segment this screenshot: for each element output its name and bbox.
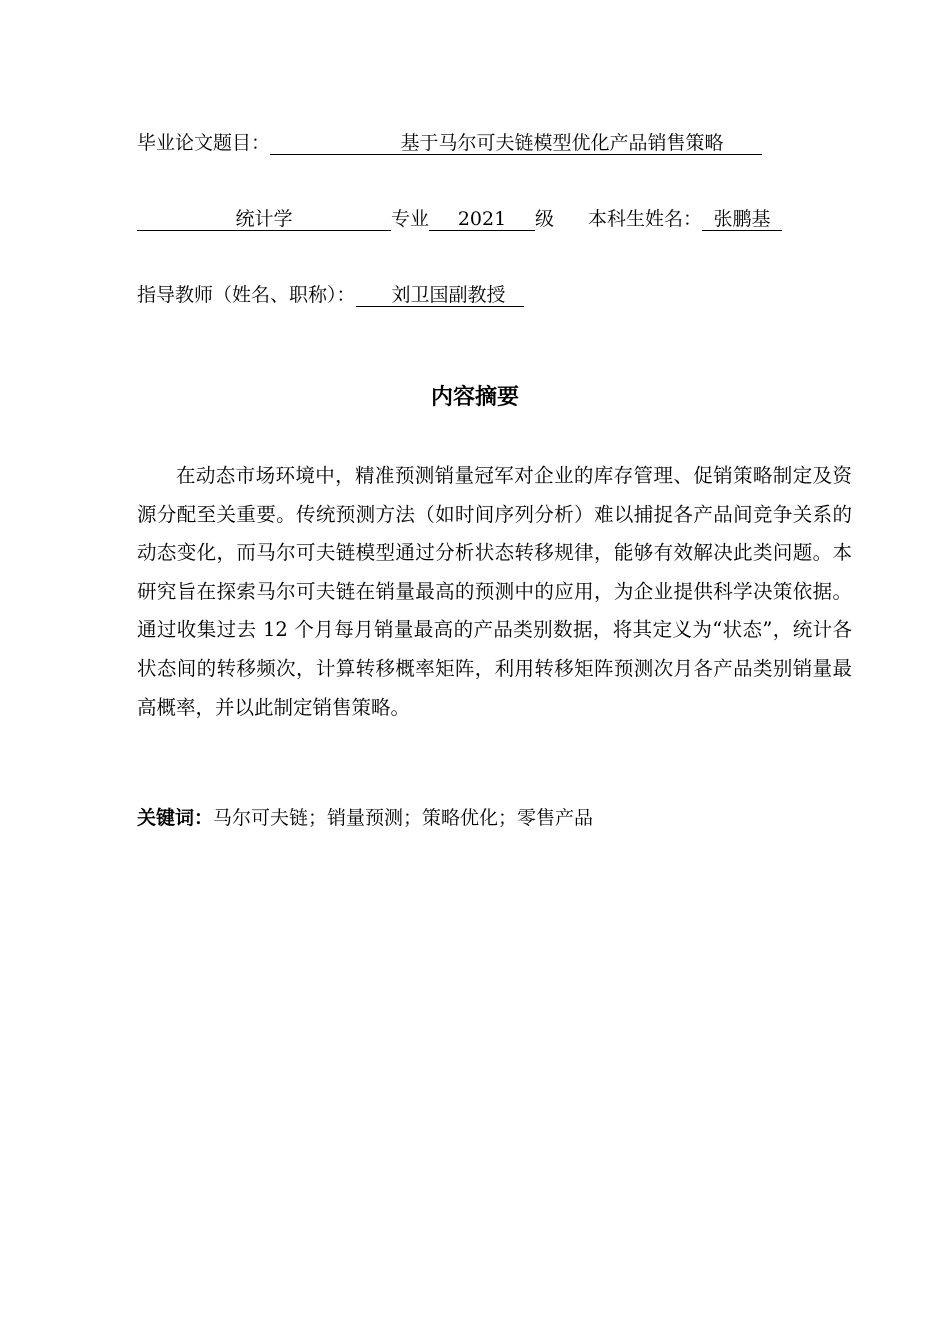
- advisor-label: 指导教师（姓名、职称）：: [137, 284, 356, 306]
- student-name-label: 本科生姓名：: [588, 208, 703, 230]
- abstract-body: 在动态市场环境中，精准预测销量冠军对企业的库存管理、促销策略制定及资源分配至关重要。传统预测方法（如时间序列分析）难以捕捉各产品间竞争关系的动态变化，而马尔可夫链模型通过分析状态转移规律，能够有效解决此类问题。本研究旨在探索马尔可夫链在销量最高的预测中的应用，为企业提供科学决策依据。通过收集过去 12 个月每月销量最高的产品类别数据，将其定义为“状态”，统计各状态间的转移频次，计算转移概率矩阵，利用转移矩阵预测次月各产品类别销量最高概率，并以此制定销售策略。: [137, 464, 852, 719]
- major-suffix: 专业: [391, 208, 430, 230]
- keywords-list: 马尔可夫链；销量预测；策略优化；零售产品: [213, 807, 594, 829]
- student-info-row: [137, 206, 782, 232]
- thesis-title-label: 毕业论文题目：: [137, 132, 271, 154]
- thesis-title-row: [137, 130, 762, 156]
- thesis-title-value: 基于马尔可夫链模型优化产品销售策略: [270, 132, 762, 155]
- advisor-row: [137, 282, 524, 308]
- advisor-value: 刘卫国副教授: [356, 284, 524, 307]
- grade-suffix: 级: [535, 208, 555, 230]
- grade-value: 2021: [429, 208, 535, 231]
- student-name-value: 张鹏基: [702, 208, 782, 231]
- keywords-row: [137, 804, 593, 832]
- keywords-label: 关键词：: [137, 807, 214, 829]
- major-value: 统计学: [137, 208, 391, 231]
- abstract-heading: 内容摘要: [430, 385, 519, 410]
